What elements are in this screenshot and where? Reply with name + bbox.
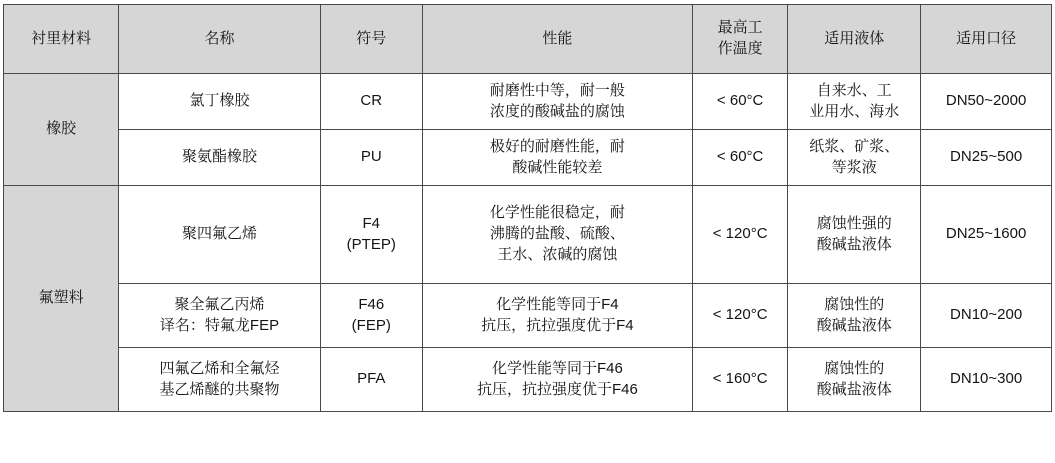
performance-line: 化学性能等同于F4 [496, 295, 619, 313]
symbol-line: F46 [358, 295, 385, 313]
header-cell-diameter: 适用口径 [921, 5, 1052, 74]
temperature-cell: < 160°C [693, 348, 788, 412]
header-cell-performance: 性能 [422, 5, 692, 74]
symbol-line: (PTEP) [346, 235, 396, 253]
performance-line: 浓度的酸碱盐的腐蚀 [489, 102, 625, 120]
header-temp-line-1: 最高工 [717, 19, 763, 37]
temperature-cell: < 120°C [693, 284, 788, 348]
fluid-line: 腐蚀性的 [824, 295, 885, 313]
performance-line: 化学性能等同于F46 [491, 359, 623, 377]
table-body [4, 74, 1052, 412]
table-row [4, 348, 1052, 412]
performance-cell [422, 130, 692, 186]
performance-line: 沸腾的盐酸、硫酸、 [489, 225, 625, 243]
symbol-line: CR [360, 92, 383, 110]
name-line: 聚四氟乙烯 [182, 225, 258, 243]
header-row [4, 5, 1052, 74]
name-line: 聚氨酯橡胶 [182, 148, 258, 166]
fluid-cell [788, 186, 921, 284]
diameter-cell: DN25~1600 [921, 186, 1052, 284]
performance-line: 酸碱性能较差 [512, 158, 603, 176]
symbol-line: PU [360, 148, 382, 166]
symbol-cell [320, 186, 422, 284]
fluid-line: 自来水、工 [816, 81, 892, 99]
fluid-cell [788, 284, 921, 348]
fluid-line: 等浆液 [831, 158, 877, 176]
table-row [4, 284, 1052, 348]
fluid-line: 纸浆、矿浆、 [809, 137, 900, 155]
diameter-cell: DN25~500 [921, 130, 1052, 186]
temperature-cell: < 120°C [693, 186, 788, 284]
performance-line: 化学性能很稳定，耐 [489, 204, 625, 222]
table-row [4, 130, 1052, 186]
name-line: 基乙烯醚的共聚物 [159, 380, 280, 398]
performance-cell [422, 348, 692, 412]
material-cell-rubber: 橡胶 [4, 74, 119, 186]
symbol-line: PFA [357, 370, 386, 388]
diameter-cell: DN10~200 [921, 284, 1052, 348]
performance-cell [422, 284, 692, 348]
lining-material-table [3, 4, 1052, 412]
name-line: 四氟乙烯和全氟烃 [159, 359, 280, 377]
diameter-cell: DN10~300 [921, 348, 1052, 412]
symbol-cell [320, 284, 422, 348]
temperature-cell: < 60°C [693, 74, 788, 130]
performance-line: 王水、浓碱的腐蚀 [497, 245, 618, 263]
performance-line: 抗压，抗拉强度优于F46 [476, 380, 638, 398]
name-cell [119, 348, 321, 412]
header-temp-line-2: 作温度 [717, 40, 763, 57]
symbol-cell [320, 74, 422, 130]
symbol-cell [320, 130, 422, 186]
table-row [4, 186, 1052, 284]
diameter-cell: DN50~2000 [921, 74, 1052, 130]
name-line: 氯丁橡胶 [189, 92, 250, 110]
fluid-line: 腐蚀性的 [824, 359, 885, 377]
material-cell-fluoroplastic: 氟塑料 [4, 186, 119, 412]
table-header [4, 5, 1052, 74]
fluid-line: 业用水、海水 [809, 102, 900, 120]
name-cell [119, 186, 321, 284]
symbol-line: (FEP) [351, 316, 391, 334]
name-line: 译名：特氟龙FEP [159, 316, 280, 334]
name-cell [119, 74, 321, 130]
symbol-line: F4 [362, 214, 381, 232]
header-cell-material: 衬里材料 [4, 5, 119, 74]
symbol-cell [320, 348, 422, 412]
performance-line: 耐磨性中等，耐一般 [489, 81, 625, 99]
header-cell-symbol: 符号 [320, 5, 422, 74]
temperature-cell: < 60°C [693, 130, 788, 186]
table-row [4, 74, 1052, 130]
fluid-line: 酸碱盐液体 [816, 235, 892, 253]
fluid-line: 酸碱盐液体 [816, 380, 892, 398]
fluid-line: 腐蚀性强的 [816, 214, 892, 232]
fluid-line: 酸碱盐液体 [816, 316, 892, 334]
performance-line: 抗压，抗拉强度优于F4 [481, 316, 634, 334]
name-cell [119, 130, 321, 186]
header-cell-fluid: 适用液体 [788, 5, 921, 74]
performance-cell [422, 186, 692, 284]
performance-cell [422, 74, 692, 130]
fluid-cell [788, 74, 921, 130]
name-line: 聚全氟乙丙烯 [174, 295, 265, 313]
header-cell-name: 名称 [119, 5, 321, 74]
fluid-cell [788, 130, 921, 186]
performance-line: 极好的耐磨性能，耐 [489, 137, 625, 155]
fluid-cell [788, 348, 921, 412]
header-cell-temperature [693, 5, 788, 74]
name-cell [119, 284, 321, 348]
